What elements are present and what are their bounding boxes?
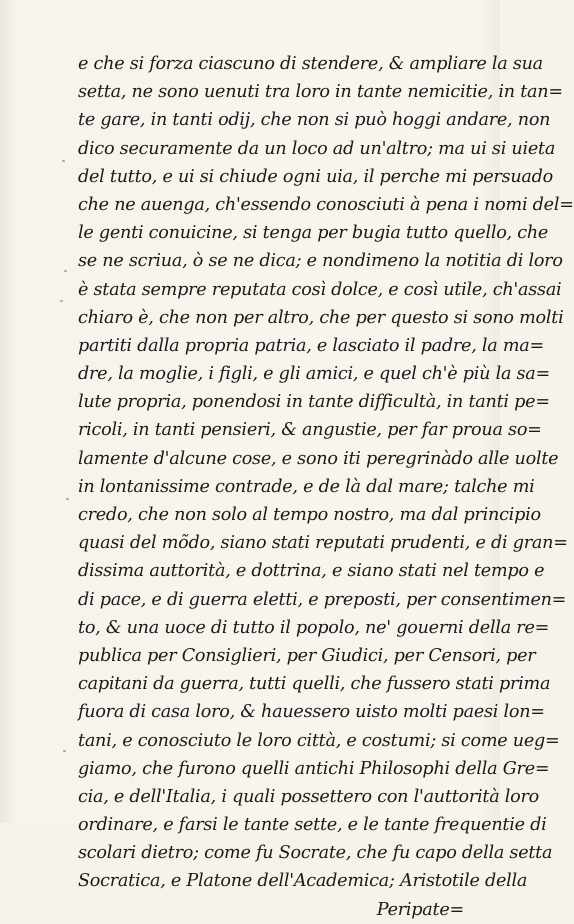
margin-speck [64, 270, 67, 272]
text-line: se ne scriua, ò se ne dica; e nondimeno la notitia di loro [78, 251, 563, 272]
margin-speck [66, 498, 69, 500]
text-line: credo, che non solo al tempo nostro, ma dal principio [78, 505, 541, 525]
text-line: Socratica, e Platone dell'Academica; Aristotile della [78, 871, 528, 892]
catchword: Peripate= [376, 899, 464, 920]
text-line: lamente d'alcune cose, e sono iti peregrinàdo alle uolte [78, 448, 559, 469]
text-line: che ne auenga, ch'essendo conosciuti à pena i nomi del= [78, 194, 574, 215]
margin-speck [62, 160, 65, 162]
text-line: di pace, e di guerra eletti, e preposti, per consentimen= [78, 589, 567, 610]
text-line: publica per Consiglieri, per Giudici, per Censori, per [78, 645, 536, 666]
text-line: e che si forza ciascuno di stendere, & ampliare la sua [78, 54, 543, 74]
text-line: del tutto, e ui si chiude ogni uia, il perche mi persuado [78, 166, 554, 187]
body-text [78, 50, 574, 924]
text-line: ordinare, e farsi le tante sette, e le tante frequentie di [78, 815, 547, 836]
text-line: scolari dietro; come fu Socrate, che fu capo della setta [78, 843, 553, 864]
text-line: to, & una uoce di tutto il popolo, ne' gouerni della re= [78, 617, 550, 638]
margin-speck [60, 300, 63, 302]
text-line: dico securamente da un loco ad un'altro; ma ui si uieta [78, 138, 556, 159]
text-line: tani, e conosciuto le loro città, e costumi; si come ueg= [78, 730, 560, 751]
text-line: chiaro è, che non per altro, che per questo si sono molti [78, 307, 564, 328]
margin-speck [63, 750, 66, 752]
text-line: quasi del mõdo, siano stati reputati prudenti, e di gran= [78, 533, 568, 554]
text-line: lute propria, ponendosi in tante difficultà, in tanti pe= [78, 392, 550, 413]
text-line: giamo, che furono quelli antichi Philosophi della Gre= [78, 758, 550, 779]
text-line: capitani da guerra, tutti quelli, che fussero stati prima [78, 674, 551, 695]
text-line: te gare, in tanti odij, che non si può hoggi andare, non [78, 110, 551, 131]
text-line: setta, ne sono uenuti tra loro in tante nemicitie, in tan= [78, 82, 563, 103]
text-line: fuora di casa loro, & hauessero uisto molti paesi lon= [78, 702, 545, 723]
text-line: le genti conuicine, si tenga per bugia tutto quello, che [78, 223, 549, 244]
text-line: cia, e dell'Italia, i quali possettero con l'auttorità loro [78, 786, 540, 807]
text-line: in lontanissime contrade, e de là dal mare; talche mi [78, 476, 535, 497]
text-line: dre, la moglie, i figli, e gli amici, e quel ch'è più la sa= [78, 364, 551, 385]
text-line: ricoli, in tanti pensieri, & angustie, per far proua so= [78, 420, 542, 441]
text-line: partiti dalla propria patria, e lasciato il padre, la ma= [78, 335, 545, 356]
text-line: è stata sempre reputata così dolce, e così utile, ch'assai [78, 279, 562, 300]
text-line: dissima auttorità, e dottrina, e siano stati nel tempo e [78, 561, 545, 582]
